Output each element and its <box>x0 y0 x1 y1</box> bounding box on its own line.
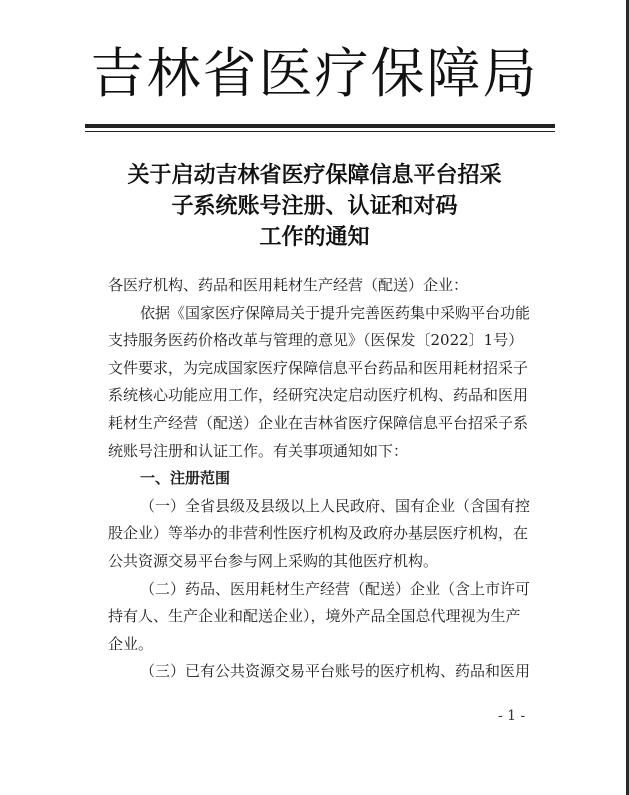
salutation: 各医疗机构、药品和医用耗材生产经营（配送）企业： <box>108 276 469 294</box>
item-line: 企业。 <box>108 634 154 653</box>
section-heading: 一、注册范围 <box>140 469 231 488</box>
page-number: - 1 - <box>498 708 526 724</box>
document-body <box>108 272 553 686</box>
item-line: 股企业）等举办的非营利性医疗机构及政府办基层医疗机构，在 <box>108 524 529 543</box>
intro-line: 文件要求，为完成国家医疗保障信息平台药品和医用耗材招采子 <box>108 358 529 377</box>
title-line: 子系统账号注册、认证和对码 <box>171 193 458 219</box>
intro-line: 支持服务医药价格改革与管理的意见》（医保发〔2022〕1号） <box>108 331 524 350</box>
intro-line: 耗材生产经营（配送）企业在吉林省医疗保障信息平台招采子系 <box>108 413 529 432</box>
agency-title: 吉林省医疗保障局 <box>90 42 539 105</box>
item-line: （三）已有公共资源交易平台账号的医疗机构、药品和医用 <box>140 662 531 681</box>
intro-line: 统账号注册和认证工作。有关事项通知如下： <box>108 441 409 460</box>
document-title <box>0 160 629 253</box>
intro-line: 依据《国家医疗保障局关于提升完善医药集中采购平台功能 <box>140 303 531 322</box>
item-line: 公共资源交易平台参与网上采购的其他医疗机构。 <box>108 551 439 570</box>
item-line: （一）全省县级及县级以上人民政府、国有企业（含国有控 <box>140 496 531 515</box>
header-rule-thin <box>85 131 555 132</box>
intro-line: 系统核心功能应用工作，经研究决定启动医疗机构、药品和医用 <box>108 386 529 405</box>
title-line: 关于启动吉林省医疗保障信息平台招采 <box>127 162 502 188</box>
item-line: （二）药品、医用耗材生产经营（配送）企业（含上市许可 <box>140 579 531 598</box>
title-line: 工作的通知 <box>259 224 370 250</box>
header-rule-thick <box>85 124 555 128</box>
item-line: 持有人、生产企业和配送企业），境外产品全国总代理视为生产 <box>108 607 521 626</box>
